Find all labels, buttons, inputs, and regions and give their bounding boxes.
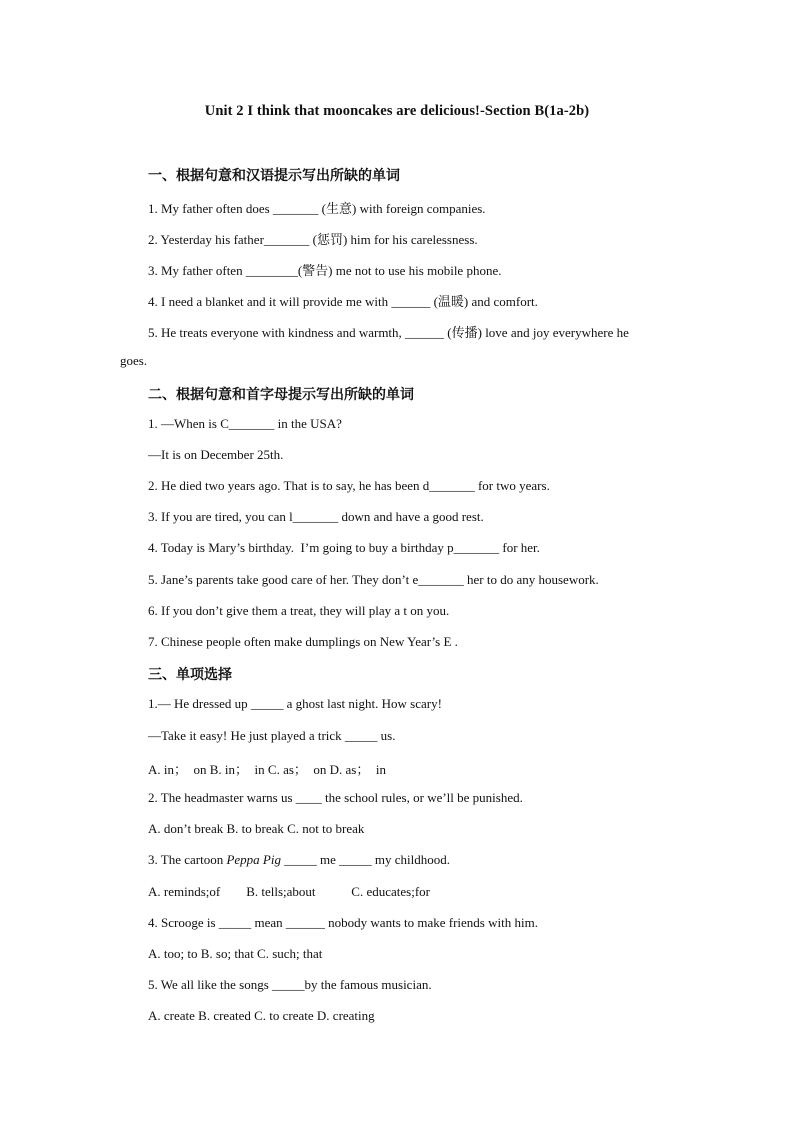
s2-item-1: 1. —When is C_______ in the USA? [148, 416, 342, 431]
s3-q3-post: _____ me _____ my childhood. [280, 852, 450, 867]
s3-q3-options: A. reminds;of B. tells;about C. educates;for [148, 884, 430, 899]
s3-q3 [148, 852, 450, 868]
s3-q4-options: A. too; to B. so; that C. such; that [148, 946, 323, 961]
s3-q3-pre: 3. The cartoon [148, 852, 227, 867]
s1-item-5-wrap: goes. [120, 353, 148, 368]
s2-item-5: 5. Jane’s parents take good care of her. They don’t e_______ her to do any housework. [148, 572, 599, 587]
page-title: Unit 2 I think that mooncakes are delicious!-Section B(1a-2b) [204, 103, 590, 119]
s3-q3-title: Peppa Pig [226, 852, 281, 867]
s2-item-7: 7. Chinese people often make dumplings on New Year’s E . [148, 634, 458, 649]
s1-item-5: 5. He treats everyone with kindness and warmth, ______ (传播) love and joy everywhere he [148, 325, 629, 340]
s2-item-3: 3. If you are tired, you can l_______ down and have a good rest. [148, 509, 484, 524]
s3-q1-options: A. in； on B. in； in C. as； on D. as； in [148, 762, 386, 777]
s2-item-2: 2. He died two years ago. That is to say, he has been d_______ for two years. [148, 478, 550, 493]
s1-item-3: 3. My father often ________(警告) me not to use his mobile phone. [148, 263, 502, 278]
s1-item-2: 2. Yesterday his father_______ (惩罚) him for his carelessness. [148, 232, 478, 247]
s1-item-4: 4. I need a blanket and it will provide me with ______ (温暖) and comfort. [148, 294, 538, 309]
s2-item-4: 4. Today is Mary’s birthday. I’m going to buy a birthday p_______ for her. [148, 540, 540, 555]
s1-item-1: 1. My father often does _______ (生意) with foreign companies. [148, 201, 486, 216]
s3-q5: 5. We all like the songs _____by the famous musician. [148, 977, 432, 992]
s3-q2-options: A. don’t break B. to break C. not to break [148, 821, 365, 836]
s3-q1: 1.— He dressed up _____ a ghost last night. How scary! [148, 696, 442, 711]
s2-item-6: 6. If you don’t give them a treat, they will play a t on you. [148, 603, 450, 618]
s2-item-1-answer: —It is on December 25th. [148, 447, 284, 462]
section3-heading: 三、单项选择 [148, 667, 232, 683]
s3-q1-reply: —Take it easy! He just played a trick _____ us. [148, 728, 396, 743]
s3-q4: 4. Scrooge is _____ mean ______ nobody wants to make friends with him. [148, 915, 538, 930]
s3-q5-options: A. create B. created C. to create D. creating [148, 1008, 375, 1023]
s3-q2: 2. The headmaster warns us ____ the school rules, or we’ll be punished. [148, 790, 523, 805]
section2-heading: 二、根据句意和首字母提示写出所缺的单词 [148, 387, 414, 403]
section1-heading: 一、根据句意和汉语提示写出所缺的单词 [148, 168, 400, 184]
